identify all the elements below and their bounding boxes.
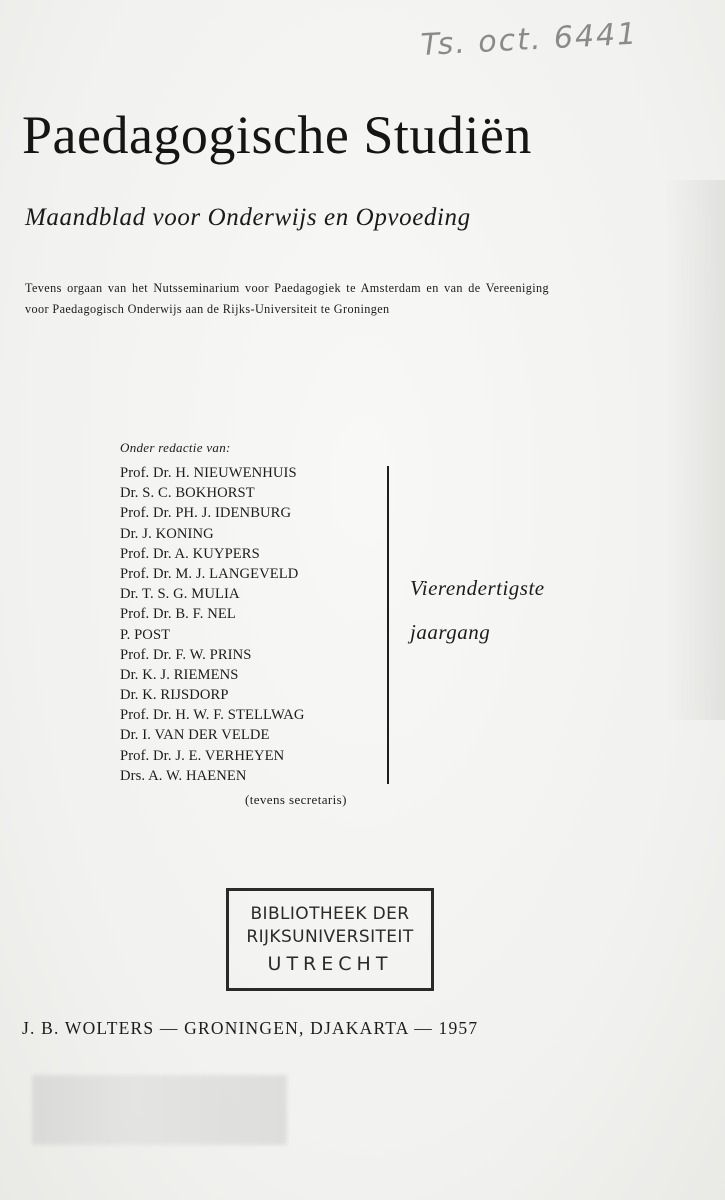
editor-name: Dr. K. RIJSDORP [120,687,229,704]
stamp-line-3: UTRECHT [267,953,393,975]
editorial-heading: Onder redactie van: [120,440,231,455]
editor-name: Dr. J. KONING [120,525,214,542]
publisher-imprint: J. B. WOLTERS — GRONINGEN, DJAKARTA — 1957 [22,1018,479,1038]
editor-name: Dr. I. VAN DER VELDE [120,727,270,744]
editor-name: Drs. A. W. HAENEN [120,767,247,784]
journal-subtitle: Maandblad voor Onderwijs en Opvoeding [25,204,471,231]
organ-statement: Tevens orgaan van het Nutsseminarium voor Paedagogiek te Amsterdam en van de Vereeniging voor Paedagogisch Onderwijs aan de Rijks-Universiteit te Groningen [25,281,549,316]
editor-name: Dr. K. J. RIEMENS [120,666,239,683]
editor-name: Prof. Dr. F. W. PRINS [120,646,252,663]
library-stamp [226,888,434,991]
editor-name: Prof. Dr. B. F. NEL [120,606,236,623]
secretary-note: (tevens secretaris) [245,792,347,807]
editor-name: Dr. S. C. BOKHORST [120,485,255,502]
handwritten-shelfmark: Ts. oct. 6441 [420,16,640,63]
editor-name: Prof. Dr. A. KUYPERS [120,545,260,562]
editor-name: Prof. Dr. M. J. LANGEVELD [120,565,299,582]
volume-ordinal: Vierendertigste [410,576,545,600]
editor-name: Prof. Dr. PH. J. IDENBURG [120,505,292,522]
scan-smudge [32,1075,287,1145]
page-edge-shadow [665,180,725,720]
stamp-line-2: RIJKSUNIVERSITEIT [246,927,414,947]
vertical-divider [387,466,389,784]
journal-title: Paedagogische Studiën [22,105,532,165]
editor-name: Prof. Dr. H. W. F. STELLWAG [120,707,305,724]
editor-name: P. POST [120,626,171,643]
editor-name: Dr. T. S. G. MULIA [120,586,240,603]
editor-list [120,463,305,786]
stamp-line-1: BIBLIOTHEEK DER [250,904,410,924]
editor-name: Prof. Dr. H. NIEUWENHUIS [120,465,297,481]
editor-name: Prof. Dr. J. E. VERHEYEN [120,747,285,764]
volume-label [410,566,545,654]
volume-word: jaargang [410,620,491,644]
